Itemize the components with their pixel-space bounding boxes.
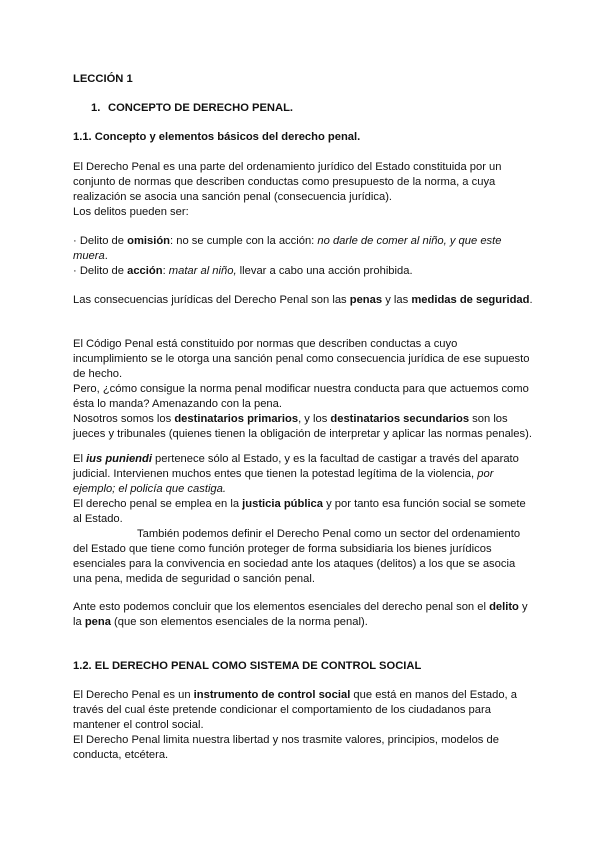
paragraph-text: El Derecho Penal limita nuestra libertad y nos trasmite valores, principios, modelos de conducta, etcétera.	[73, 734, 499, 761]
list-item-accion: · Delito de acción: matar al niño, llevar a cabo una acción prohibida.	[73, 265, 413, 277]
paragraph-consecuencias: Las consecuencias jurídicas del Derecho Penal son las penas y las medidas de seguridad.	[73, 294, 533, 306]
paragraph-text: El Derecho Penal es una parte del ordenamiento jurídico del Estado constituida por un conjunto de normas que describen conductas como presupuesto de la norma, a cuya realización se asocia una sanción penal (consecuencia jurídica).	[73, 161, 502, 203]
paragraph-text: Pero, ¿cómo consigue la norma penal modificar nuestra conducta para que actuemos como ésta lo manda? Amenazando con la pena.	[73, 383, 529, 410]
lesson-title: LECCIÓN 1	[73, 73, 133, 85]
section-number: 1.	[91, 102, 101, 114]
paragraph-conclusion: Ante esto podemos concluir que los elementos esenciales del derecho penal son el delito y la pena (que son elementos esenciales de la norma penal).	[73, 601, 528, 628]
paragraph-text: El Derecho Penal es un instrumento de control social que está en manos del Estado, a través del cual éste pretende condicionar el comportamiento de los ciudadanos para mantener el control social.	[73, 689, 517, 731]
paragraph-definition	[73, 160, 533, 220]
subsection-heading-1-1: 1.1. Concepto y elementos básicos del derecho penal.	[73, 131, 361, 143]
paragraph-text: Nosotros somos los destinatarios primarios, y los destinatarios secundarios son los jueces y tribunales (quienes tienen la obligación de interpretar y aplicar las normas penales).	[73, 413, 532, 440]
paragraph-text: El Código Penal está constituido por normas que describen conductas a cuyo incumplimiento se le otorga una sanción penal como consecuencia jurídica de ese supuesto de hecho.	[73, 338, 530, 380]
subsection-heading-1-2: 1.2. EL DERECHO PENAL COMO SISTEMA DE CONTROL SOCIAL	[73, 660, 422, 672]
paragraph-codigo-penal	[73, 337, 533, 442]
paragraph-text: El ius puniendi pertenece sólo al Estado, y es la facultad de castigar a través del aparato judicial. Intervienen muchos entes que tienen la potestad legítima de la violencia, por ejemplo; el policía que castiga.	[73, 453, 519, 495]
section-heading-1	[91, 101, 531, 116]
paragraph-text: Los delitos pueden ser:	[73, 206, 189, 218]
section-title: CONCEPTO DE DERECHO PENAL.	[108, 102, 294, 114]
paragraph-control-social	[73, 688, 533, 763]
paragraph-text: El derecho penal se emplea en la justicia pública y por tanto esa función social se somete al Estado.	[73, 498, 526, 525]
list-delitos	[73, 234, 533, 279]
paragraph-text: También podemos definir el Derecho Penal como un sector del ordenamiento del Estado que tiene como función proteger de forma subsidiaria los bienes jurídicos esenciales para la convivencia en sociedad ante los ataques (delitos) a los que se asocia una pena, medida de seguridad o sanción penal.	[73, 528, 521, 585]
paragraph-ius-puniendi	[73, 452, 533, 587]
list-item-omision: · Delito de omisión: no se cumple con la acción: no darle de comer al niño, y que este muera.	[73, 235, 502, 262]
